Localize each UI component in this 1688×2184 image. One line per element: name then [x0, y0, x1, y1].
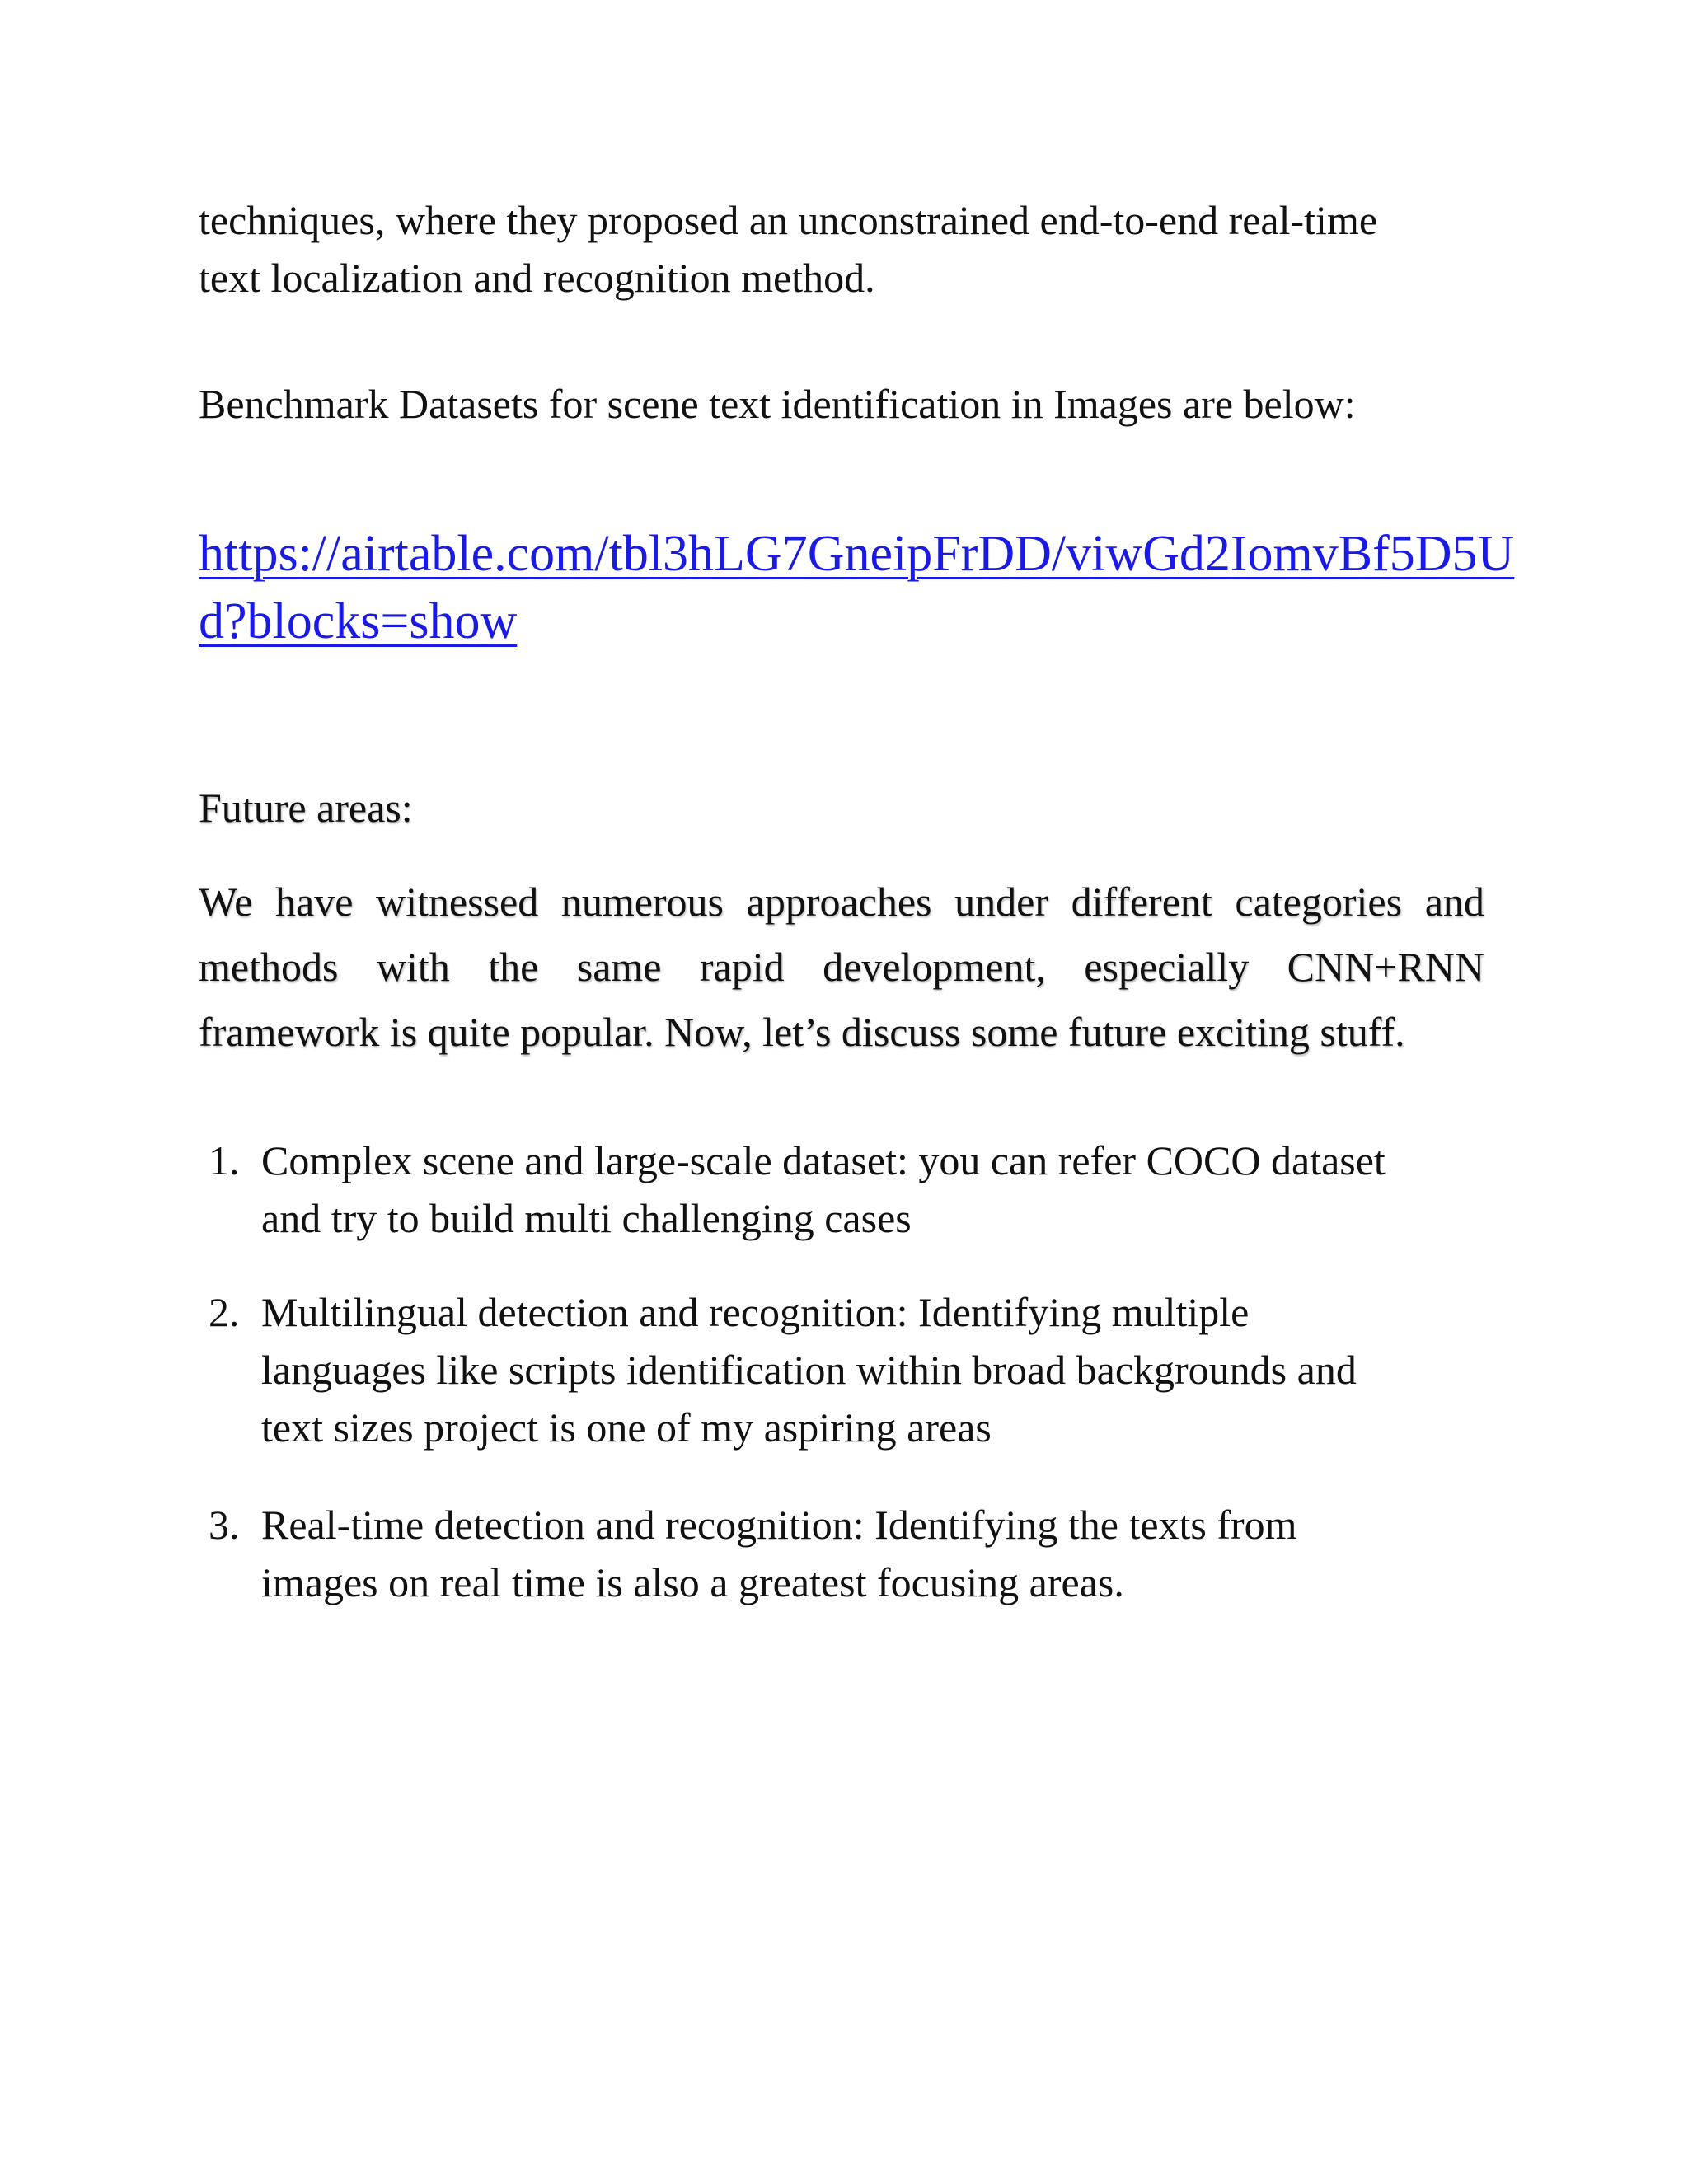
word: especially — [1084, 944, 1250, 990]
word: different — [1071, 879, 1212, 925]
future-paragraph-line-2 — [199, 942, 1484, 991]
list-item-1-line-2: and try to build multi challenging cases — [261, 1195, 912, 1241]
list-item-2-line-2: languages like scripts identification within broad backgrounds and — [261, 1347, 1357, 1393]
future-paragraph-line-3: framework is quite popular. Now, let’s discuss some future exciting stuff. — [199, 1009, 1405, 1055]
word: witnessed — [376, 879, 539, 925]
future-areas-heading: Future areas: — [199, 785, 413, 831]
list-item-3-line-2: images on real time is also a greatest focusing areas. — [261, 1559, 1124, 1605]
word: We — [199, 879, 253, 925]
word: with — [376, 944, 450, 990]
word: under — [954, 879, 1048, 925]
list-item-number: 2. — [209, 1289, 240, 1335]
list-item-1-line-1: Complex scene and large-scale dataset: you can refer COCO dataset — [261, 1137, 1386, 1183]
word: same — [576, 944, 662, 990]
intro-line-1: techniques, where they proposed an unconstrained end-to-end real-time — [199, 197, 1378, 243]
dataset-link-line-1[interactable]: https://airtable.com/tbl3hLG7GneipFrDD/viwGd2IomvBf5D5U — [199, 526, 1515, 582]
list-item-number: 3. — [209, 1502, 240, 1548]
word: have — [275, 879, 354, 925]
future-paragraph-line-1 — [199, 877, 1484, 926]
list-item-2-line-1: Multilingual detection and recognition: Identifying multiple — [261, 1289, 1250, 1335]
word: numerous — [560, 879, 724, 925]
word: methods — [199, 944, 339, 990]
intro-line-2: text localization and recognition method. — [199, 255, 875, 301]
dataset-link-line-2[interactable]: d?blocks=show — [199, 593, 518, 649]
word: categories — [1235, 879, 1403, 925]
word: development, — [823, 944, 1046, 990]
word: rapid — [699, 944, 785, 990]
word: approaches — [746, 879, 932, 925]
list-item-3-line-1: Real-time detection and recognition: Identifying the texts from — [261, 1502, 1297, 1548]
list-item-2-line-3: text sizes project is one of my aspiring areas — [261, 1404, 992, 1451]
word: and — [1424, 879, 1484, 925]
word: the — [488, 944, 539, 990]
benchmark-text: Benchmark Datasets for scene text identification in Images are below: — [199, 381, 1356, 427]
list-item-number: 1. — [209, 1137, 240, 1183]
word: CNN+RNN — [1287, 944, 1484, 990]
